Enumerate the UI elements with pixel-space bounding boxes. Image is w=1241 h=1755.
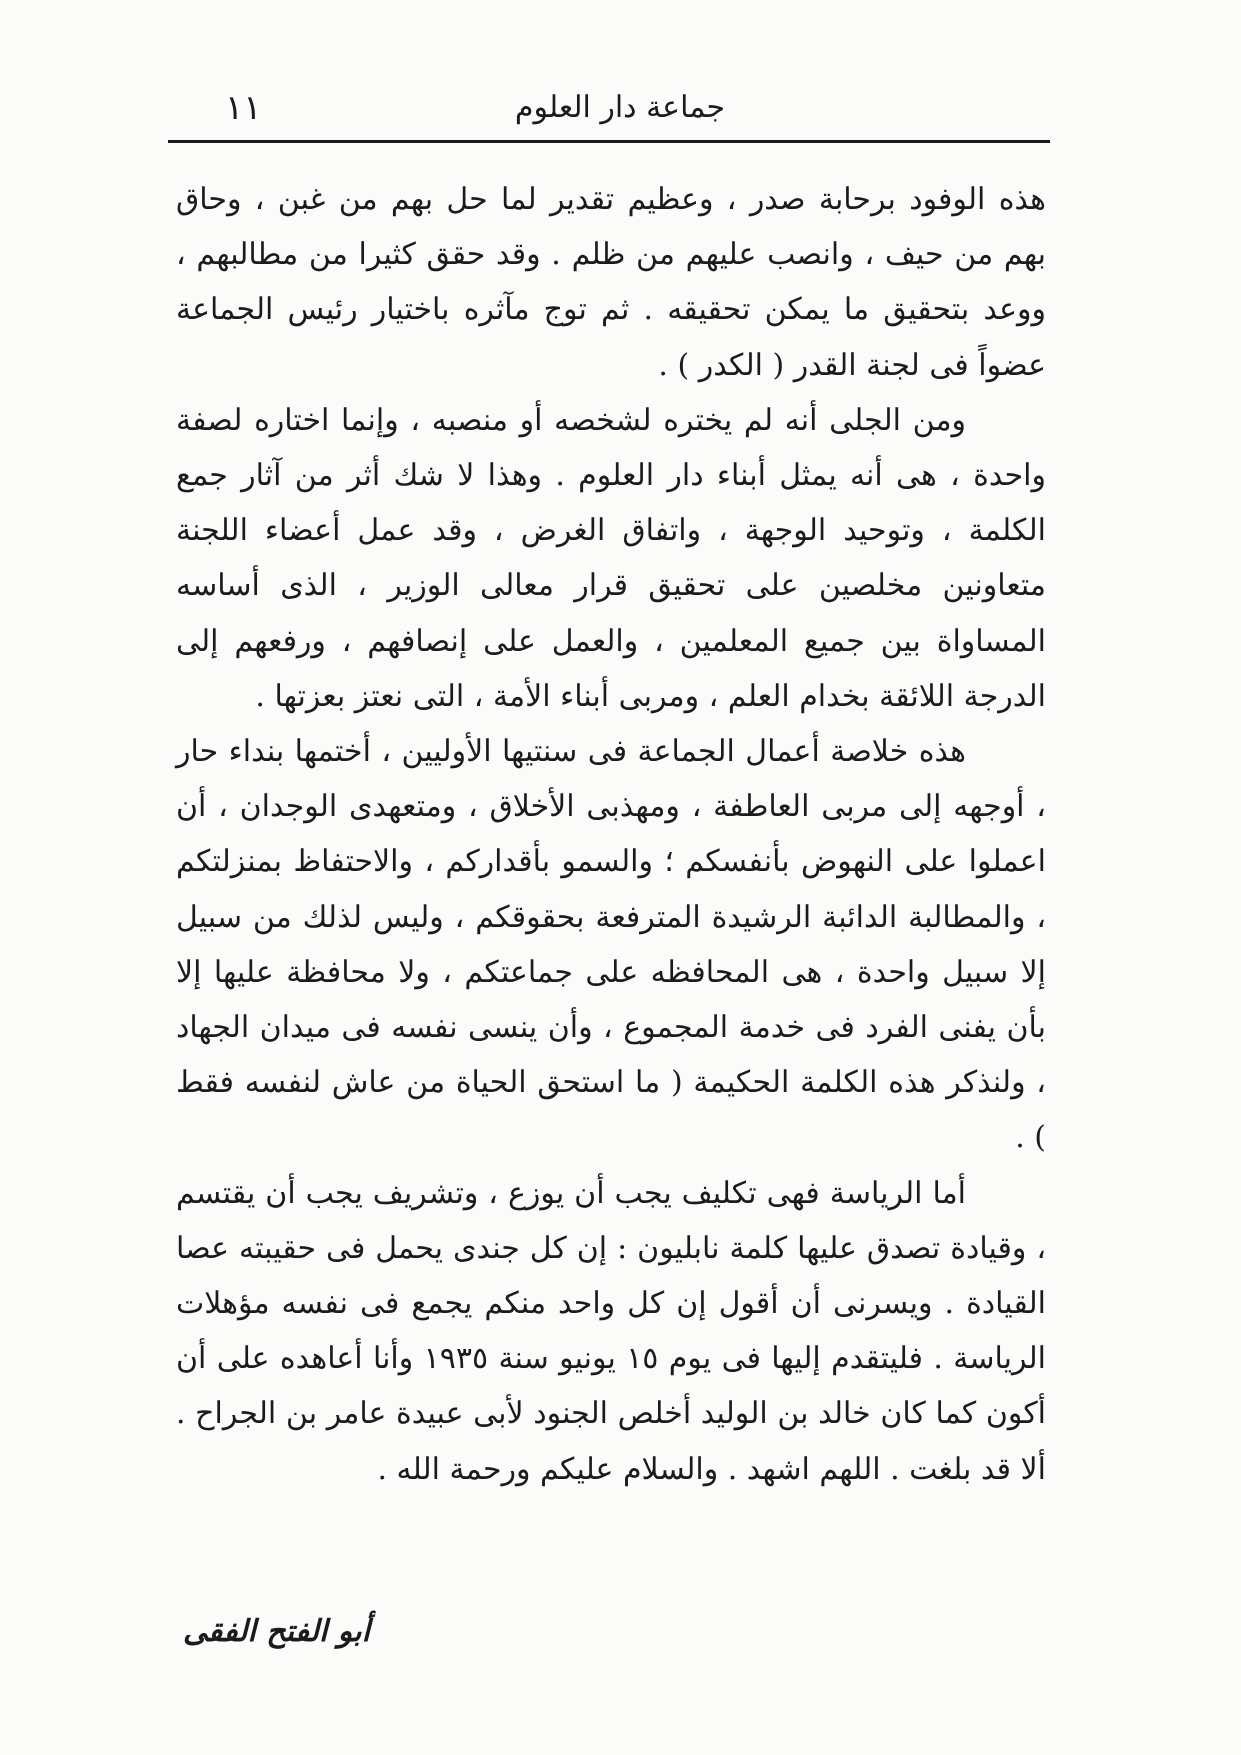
author-signature: أبو الفتح الفقى bbox=[183, 1614, 370, 1649]
paragraph: أما الرياسة فهى تكليف يجب أن يوزع ، وتشريف يجب أن يقتسم ، وقيادة تصدق عليها كلمة نابليون : إن كل جندى يحمل فى حقيبته عصا القيادة . ويسرنى أن أقول إن كل واحد منكم يجمع فى نفسه مؤهلات الرياسة . فليتقدم إليها فى يوم ١٥ يونيو سنة ١٩٣٥ وأنا أعاهده على أن أكون كما كان خالد بن الوليد أخلص الجنود لأبى عبيدة عامر بن الجراح . ألا قد بلغت . اللهم اشهد . والسلام عليكم ورحمة الله . bbox=[176, 1175, 1046, 1487]
page-header bbox=[180, 88, 1060, 138]
body-text bbox=[176, 172, 1046, 1497]
page-number: ١١ bbox=[225, 88, 262, 128]
header-rule bbox=[168, 140, 1050, 143]
paragraph: هذه خلاصة أعمال الجماعة فى سنتيها الأوليين ، أختمها بنداء حار ، أوجهه إلى مربى العاطفة ، ومهذبى الأخلاق ، ومتعهدى الوجدان ، أن اعملوا على النهوض بأنفسكم ؛ والسمو بأقداركم ، والاحتفاظ بمنزلتكم ، والمطالبة الدائبة الرشيدة المترفعة بحقوقكم ، وليس لذلك من سبيل إلا سبيل واحدة ، هى المحافظه على جماعتكم ، ولا محافظة عليها إلا بأن يفنى الفرد فى خدمة المجموع ، وأن ينسى نفسه فى ميدان الجهاد ، ولنذكر هذه الكلمة الحكيمة ( ما استحق الحياة من عاش لنفسه فقط ) . bbox=[176, 734, 1046, 1156]
running-title: جماعة دار العلوم bbox=[514, 90, 726, 125]
paragraph: هذه الوفود برحابة صدر ، وعظيم تقدير لما حل بهم من غبن ، وحاق بهم من حيف ، وانصب عليهم من ظلم . وقد حقق كثيرا من مطالبهم ، ووعد بتحقيق ما يمكن تحقيقه . ثم توج مآثره باختيار رئيس الجماعة عضواً فى لجنة القدر ( الكدر ) . bbox=[176, 182, 1046, 383]
paragraph: ومن الجلى أنه لم يختره لشخصه أو منصبه ، وإنما اختاره لصفة واحدة ، هى أنه يمثل أبناء دار العلوم . وهذا لا شك أثر من آثار جمع الكلمة ، وتوحيد الوجهة ، واتفاق الغرض ، وقد عمل أعضاء اللجنة متعاونين مخلصين على تحقيق قرار معالى الوزير ، الذى أساسه المساواة بين جميع المعلمين ، والعمل على إنصافهم ، ورفعهم إلى الدرجة اللائقة بخدام العلم ، ومربى أبناء الأمة ، التى نعتز بعزتها . bbox=[176, 402, 1046, 714]
